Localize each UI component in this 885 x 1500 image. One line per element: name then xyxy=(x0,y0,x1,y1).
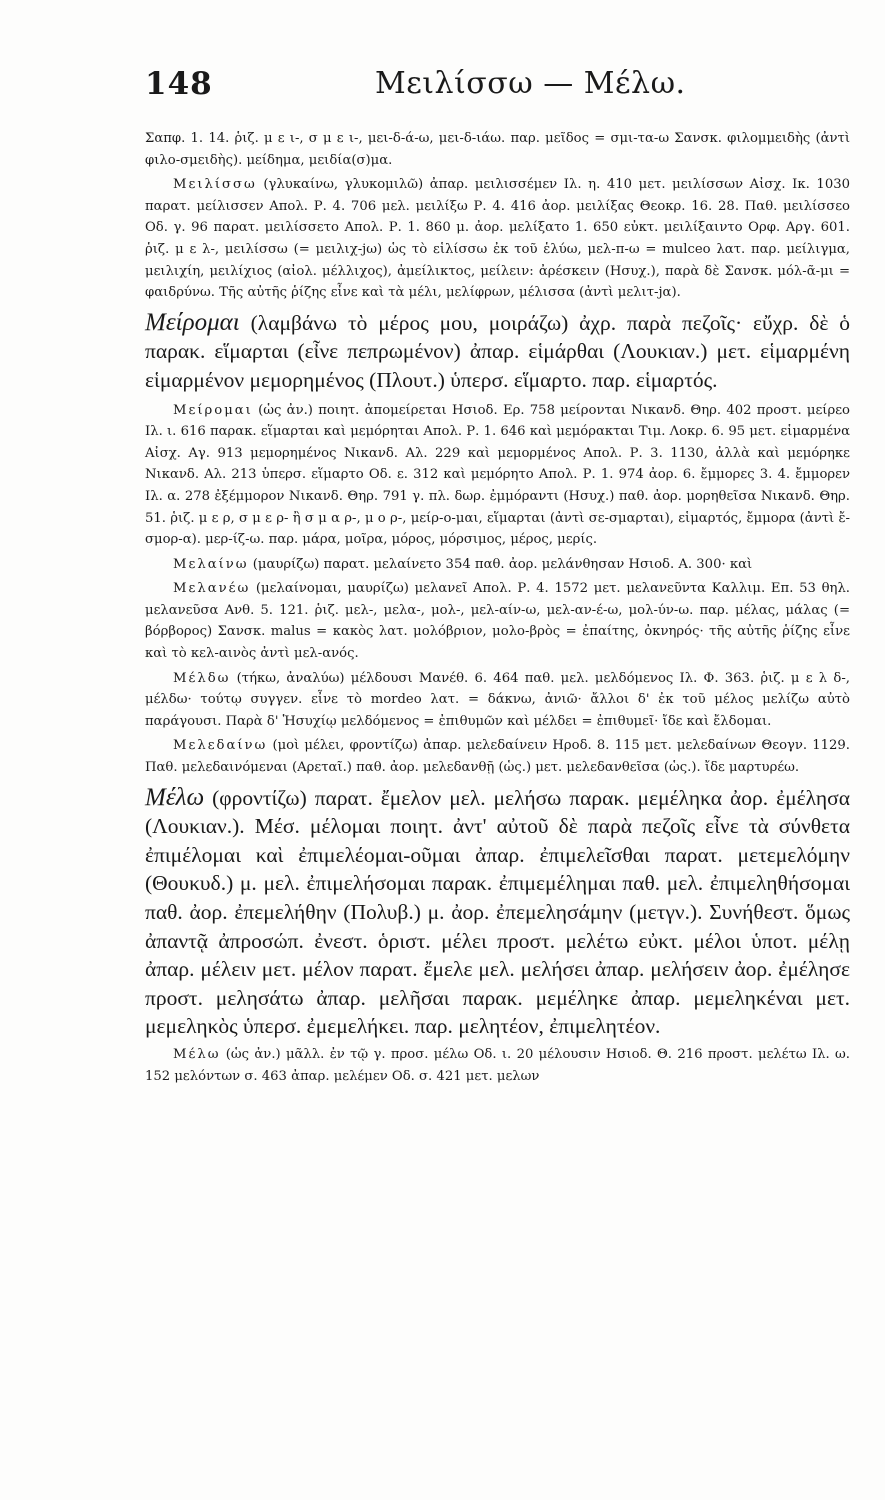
entry-text: (λαμβάνω τὸ μέρος μου, μοιράζω) ἀχρ. παρὰ πεζοῖς· εὔχρ. δὲ ὁ παρακ. εἵμαρται (εἶνε πεπρωμένον) ἀπαρ. εἱμάρθαι (Λουκιαν.) μετ. εἱμαρμένη εἱμαρμένον μεμορημένος (Πλουτ.) ὑπερσ. εἵμαρτο. παρ. εἱμαρτός. xyxy=(145,310,850,392)
entry-lemma: Μείρομαι xyxy=(145,308,240,336)
dictionary-entry xyxy=(145,668,850,733)
entry-lemma: Μελαίνω xyxy=(173,556,249,572)
entry-text: (μοὶ μέλει, φροντίζω) ἀπαρ. μελεδαίνειν Ηροδ. 8. 115 μετ. μελεδαίνων Θεογν. 1129. Παθ. μελεδαινόμεναι (Αρεταῖ.) παθ. ἀορ. μελεδανθῇ (ὡς.) μετ. μελεδανθεῖσα (ὡς.). ἴδε μαρτυρέω. xyxy=(145,738,850,776)
dictionary-entry-main xyxy=(145,784,850,1041)
page-number: 148 xyxy=(145,66,213,102)
entry-text: (τήκω, ἀναλύω) μέλδουσι Μανέθ. 6. 464 παθ. μελ. μελδόμενος Ιλ. Φ. 363. ῥιζ. μ ε λ δ-, μέλδω· τούτῳ συγγεν. εἶνε τὸ mordeo λατ. = δάκνω, ἀνιῶ· ἄλλοι δ' ἐκ τοῦ μέλος μελίζω αὐτὸ παράγουσι. Παρὰ δ' Ἡσυχίῳ μελδόμενος = ἐπιθυμῶν καὶ μέλδει = ἐπιθυμεῖ· ἴδε καὶ ἔλδομαι. xyxy=(145,670,850,729)
entry-text: (μελαίνομαι, μαυρίζω) μελανεῖ Απολ. Ρ. 4. 1572 μετ. μελανεῦντα Καλλιμ. Επ. 53 θηλ. μελανεῦσα Ανθ. 5. 121. ῥιζ. μελ-, μελα-, μολ-, μελ-αίν-ω, μελ-αν-έ-ω, μολ-ύν-ω. παρ. μέλας, μάλας (= βόρβορος) Σανσκ. malus = κακὸς λατ. μολόβριον, μολο-βρὸς = ἐπαίτης, ὀκνηρός· τῆς αὐτῆς ῥίζης εἶνε καὶ τὸ κελ-αινὸς ἀντὶ μελ-ανός. xyxy=(145,581,850,662)
dictionary-entry-main xyxy=(145,309,850,395)
entry-text: (ὡς ἀν.) ποιητ. ἀπομείρεται Ησιοδ. Ερ. 758 μείρονται Νικανδ. Θηρ. 402 προστ. μείρεο Ιλ. ι. 616 παρακ. εἵμαρται καὶ μεμόρηται Απολ. Ρ. 1. 646 καὶ μεμόρακται Τιμ. Λοκρ. 6. 95 μετ. εἱμαρμένα Αἰσχ. Αγ. 913 μεμορημένος Νικανδ. Αλ. 229 καὶ μεμορμένος Απολ. Ρ. 3. 1130, ἀλλὰ καὶ μεμόρηκε Νικανδ. Αλ. 213 ὑπερσ. εἵμαρτο Οδ. ε. 312 καὶ μεμόρητο Απολ. Ρ. 1. 974 ἀορ. 6. ἔμμορες 3. 4. ἔμμορεν Ιλ. α. 278 ἐξέμμορον Νικανδ. Θηρ. 791 γ. πλ. δωρ. ἐμμόραντι (Ησυχ.) παθ. ἀορ. μορηθεῖσα Νικανδ. Θηρ. 51. ῥιζ. μ ε ρ, σ μ ε ρ- ἢ σ μ α ρ-, μ ο ρ-, μείρ-ο-μαι, εἵμαρται (ἀντὶ σε-σμαρται), εἱμαρτός, ἔμμορα (ἀντὶ ἔ-σμορ-α). μερ-ίζ-ω. παρ. μάρα, μοῖρα, μόρος, μόρσιμος, μέρος, μερίς. xyxy=(145,402,850,548)
entry-lemma: Μείρομαι xyxy=(173,402,253,418)
page-body xyxy=(145,128,850,1087)
entry-lemma: Μέλω xyxy=(145,783,205,811)
dictionary-entry xyxy=(145,174,850,304)
entry-continuation xyxy=(145,128,850,171)
entry-lemma: Μέλδω xyxy=(173,670,231,686)
entry-lemma: Μελανέω xyxy=(173,581,251,597)
dictionary-entry xyxy=(145,1044,850,1087)
entry-text: (ὡς ἀν.) μᾶλλ. ἐν τῷ γ. προσ. μέλω Οδ. ι. 20 μέλουσιν Ησιοδ. Θ. 216 προστ. μελέτω Ιλ. ω. 152 μελόντων σ. 463 ἀπαρ. μελέμεν Οδ. σ. 421 μετ. μελων xyxy=(145,1046,850,1084)
dictionary-entry xyxy=(145,735,850,778)
page-header xyxy=(145,66,845,110)
entry-lemma: Μέλω xyxy=(173,1046,221,1062)
entry-text: (μαυρίζω) παρατ. μελαίνετο 354 παθ. ἀορ. μελάνθησαν Ησιοδ. Α. 300· καὶ xyxy=(248,556,753,572)
entry-lemma: Μελεδαίνω xyxy=(173,738,268,754)
entry-text: Σαπφ. 1. 14. ῥιζ. μ ε ι-, σ μ ε ι-, μει-δ-ά-ω, μει-δ-ιάω. παρ. μεῖδος = σμι-τα-ω Σανσκ. φιλομμειδὴς (ἀντὶ φιλο-σμειδὴς). μείδημα, μειδία(σ)μα. xyxy=(145,131,850,168)
entry-text: (φροντίζω) παρατ. ἔμελον μελ. μελήσω παρακ. μεμέληκα ἀορ. ἐμέλησα (Λουκιαν.). Μέσ. μέλομαι ποιητ. ἀντ' αὐτοῦ δὲ παρὰ πεζοῖς εἶνε τὰ σύνθετα ἐπιμέλομαι καὶ ἐπιμελέομαι-οῦμαι ἀπαρ. ἐπιμελεῖσθαι παρατ. μετεμελόμην (Θουκυδ.) μ. μελ. ἐπιμελήσομαι παρακ. ἐπιμεμέλημαι παθ. μελ. ἐπιμεληθήσομαι παθ. ἀορ. ἐπεμελήθην (Πολυβ.) μ. ἀορ. ἐπεμελησάμην (μετγν.). Συνήθεστ. ὅμως ἀπαντᾷ ἀπροσώπ. ἐνεστ. ὁριστ. μέλει προστ. μελέτω εὐκτ. μέλοι ὑποτ. μέλῃ ἀπαρ. μέλειν μετ. μέλον παρατ. ἔμελε μελ. μελήσει ἀπαρ. μελήσειν ἀορ. ἐμέλησε προστ. μελησάτω ἀπαρ. μελῆσαι παρακ. μεμέληκε ἀπαρ. μεμεληκέναι μετ. μεμεληκὸς ὑπερσ. ἐμεμελήκει. παρ. μελητέον, ἐπιμελητέον. xyxy=(145,785,850,1039)
dictionary-entry xyxy=(145,554,850,576)
entry-lemma: Μειλίσσω xyxy=(173,177,257,193)
dictionary-entry xyxy=(145,578,850,664)
dictionary-entry xyxy=(145,400,850,551)
running-title: Μειλίσσω — Μέλω. xyxy=(375,66,686,101)
entry-text: (γλυκαίνω, γλυκομιλῶ) ἀπαρ. μειλισσέμεν Ιλ. η. 410 μετ. μειλίσσων Αἰσχ. Ικ. 1030 παρατ. μείλισσεν Απολ. Ρ. 4. 706 μελ. μειλίξω Ρ. 4. 416 ἀορ. μειλίξας Θεοκρ. 16. 28. Παθ. μειλίσσεο Οδ. γ. 96 παρατ. μειλίσσετο Απολ. Ρ. 1. 860 μ. ἀορ. μελίξατο 1. 650 εὐκτ. μειλίξαιντο Ορφ. Αργ. 601. ῥιζ. μ ε λ-, μειλίσσω (= μειλιχ-jω) ὡς τὸ εἱλίσσω ἐκ τοῦ ἑλύω, μελ-π-ω = mulceo λατ. παρ. μείλιγμα, μειλιχίη, μειλίχιος (αἰολ. μέλλιχος), ἀμείλικτος, μείλειν: ἀρέσκειν (Ησυχ.), παρὰ δὲ Σανσκ. μόλ-ᾶ-μι = φαιδρύνω. Τῆς αὐτῆς ῥίζης εἶνε καὶ τὰ μέλι, μελίφρων, μέλισσα (ἀντὶ μελιτ-jα). xyxy=(145,177,850,301)
